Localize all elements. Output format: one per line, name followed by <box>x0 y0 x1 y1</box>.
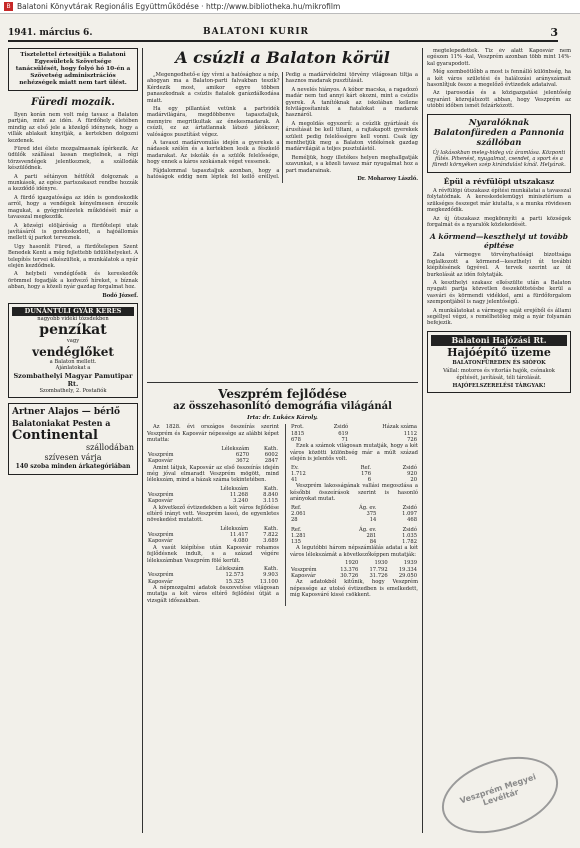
table-row: 135 84 1.782 <box>291 539 417 546</box>
table-row: Veszprém 12.573 9.903 <box>148 572 278 579</box>
hajozasi-ad-text: Vállal: motoros és vitorlás hajók, csónakok építését, javítását, téli tárolását. <box>443 368 555 381</box>
artner-ad-line4: 140 szoba minden árkategóriában <box>15 463 131 470</box>
table-row: Veszprém 11.417 7.822 <box>148 532 278 539</box>
csuzli-paragraph: A nevelés hiányos. A kóbor macska, a ragadozó madár nem tud annyi kárt okozni, mint a csúzlis gyerek. A tanítóknak az iskolában kellene felvilágosítaniuk a fiatalokat a madarak hasznáról. <box>285 86 418 119</box>
nyaralo-ad-text: Új lakásokban meleg-hideg víz áramlása. Központi fűtés. Pihenést, nyugalmat, csendet, a sport és a füredi környéken szép kirándulást kínál. Helyárak. <box>432 149 566 169</box>
census-table-5 <box>290 560 418 579</box>
fured-byline: Bodó József. <box>102 292 138 299</box>
csuzli-title: A csúzli a Balaton körül <box>175 48 390 67</box>
census-table-3 <box>147 526 279 545</box>
masthead <box>8 26 558 42</box>
veszprem-paragraph: Veszprém lakosságának vallási megoszlása a későbbi összeírások szerint is hasonló arányokat mutat. <box>290 483 418 503</box>
notice-text: Tisztelettel értesítjük a Balatoni Egyesületek Szövetsége tanácsülését, hogy folyó hó 10-én a Szövetség adminisztrációs nehézségek miatt nem tart ülést. <box>15 52 131 86</box>
artner-ad-line2: szállodában <box>86 443 134 452</box>
newspaper-title: BALATONI KURIR <box>203 27 310 37</box>
left-column <box>8 48 138 833</box>
fured-paragraph: Ilyen korán nem volt még tavasz a Balaton partján, mint az idén. A fürdőhely életében mindig az első jele a közelgő idénynek, hogy a villák ablakait kinyitják, a kertekben dolgozni kezdenek. <box>8 112 138 144</box>
table-header-row: Lélekszám Kath. <box>220 485 278 492</box>
csuzli-paragraph: A tavaszi madárvonulás idején a gyerekek a nádasok szélén és a kertekben lesik a fészkelő madarakat. Az iskolák és a szülők felelőssége, hogy ennek a káros szokásnak véget vessenek. <box>147 140 280 166</box>
hajozasi-ad-big: Hajóépítő üzeme <box>447 345 551 359</box>
table-row: Kaposvár 3672 2847 <box>148 458 278 465</box>
csuzli-body <box>147 72 418 183</box>
table-header-row: 1920 1930 1939 <box>345 560 417 567</box>
column-divider <box>142 48 143 833</box>
dunantul-ad-address-lead: Ajánlatokat a <box>55 365 91 372</box>
archive-stamp-text: Veszprém Megyei Levéltár <box>458 772 538 808</box>
table-row: 28 14 468 <box>291 517 417 524</box>
table-header-row: Ev. Ref. Zsidó <box>291 464 417 471</box>
veszprem-paragraph: A következő évtizedekben a két város fejlődése eltérő irányt vett. Veszprém lassú, de egyenletes növekedést mutatott. <box>147 504 279 524</box>
table-header-row: Ref. Ág. ev. Zsidó <box>291 504 417 511</box>
table-header-row: Lélekszám Kath. <box>220 525 278 532</box>
dunantul-ad-big2: vendéglőket <box>32 344 114 359</box>
table-row: 1.712 176 920 <box>291 470 417 477</box>
veszprem-paragraph: A legutóbbi három népszámlálás adatai a két város lélekszámát a következőképpen mutatják: <box>290 545 418 558</box>
hajozasi-ad-title: Balatoni Hajózási Rt. <box>431 335 567 346</box>
fured-paragraph: A fürdő igazgatósága az idén is gondoskodik arról, hogy a vendégek kényelmesen érezzék magukat, a gyógyintézetek működését már a tavasszal megkezdik. <box>8 194 138 221</box>
veszprem-subtitle: az összehasonlító demográfia világánál <box>173 401 392 412</box>
csuzli-paragraph: Ha egy pillantást vetünk a partvidék madárvilágára, megdöbbenve tapasztaljuk, mennyire megritkultak az énekesmadarak. A csúzli, ez az ártatlannak látszó játékszer, valóságos pusztítást végez. <box>147 106 280 138</box>
census-table-2 <box>147 486 279 505</box>
fured-paragraph: Ugy hasonlít Füred, a fürdőtelepen Szent Benedek Kenti a még fejlettebb üdülőhelyeket. A telepítés tervei elkészültek, a munkálatok a nyár elején kezdődnek. <box>8 243 138 269</box>
csuzli-paragraph: Reméljük, hogy illetékes helyen meghallgatják szavunkat, s a közeli tavasz már nyugalmat hoz a part madarainak. <box>285 154 418 174</box>
csuzli-byline: Dr. Moharosy László. <box>357 176 418 183</box>
artner-ad-hotel: Continental <box>12 428 98 443</box>
table-row: Kaposvár 3.240 3.115 <box>148 498 278 505</box>
right-paragraph: Az iparosodás és a közigazgatási jelentőség egyaránt közrejátszott abban, hogy Veszprém az utóbbi időben ismét felzárkózott. <box>427 90 571 110</box>
veszprem-byline: Irta: dr. Lukács Károly. <box>247 415 318 421</box>
table-row: Veszprém 13.376 17.792 19.334 <box>291 566 417 573</box>
veszprem-paragraph: Amint látjuk, Kaposvár az első összeírás idején még jóval elmaradt Veszprém mögött, mind lélekszám, mind a házak száma tekintetében. <box>147 464 279 484</box>
fured-paragraph: A parti sétányon hétfőtől dolgoznak a munkások, az egész partszakaszt rendbe hozzák a kezdődő idényre. <box>8 173 138 193</box>
table-header-row: Ref. Ág. ev. Zsidó <box>291 526 417 533</box>
fured-paragraph: A helybeli vendéglősök és kereskedők örömmel fogadják a kedvező híreket, s bíznak abban, hogy a közeli nyár gazdag forgalmat hoz. <box>8 271 138 291</box>
fured-title: Füredi mozaik. <box>31 97 115 108</box>
csuzli-paragraph: Fájdalommal tapasztaljuk azonban, hogy a hatóságok eddig nem léptek fel kellő eréllyel. Pedig a madárvédelmi törvény világosan tiltja a hasznos madarak pusztítását. <box>147 72 418 181</box>
dunantul-ad-city: Szombathely, 2. Postafiók <box>39 387 107 394</box>
issue-date: 1941. március 6. <box>8 28 93 38</box>
census-table-1-cont <box>290 424 418 443</box>
epul-title: Épül a révfülöpi utszakasz <box>443 176 555 186</box>
table-row: 678 71 726 <box>291 437 417 443</box>
table-row: Kaposvár 30.726 31.726 29.050 <box>291 572 417 579</box>
veszprem-paragraph: Ezek a számok világosan mutatják, hogy a két város közötti különbség már a múlt század elején is jelentős volt. <box>290 443 418 463</box>
table-row: 2.061 375 1.097 <box>291 510 417 517</box>
notice-box <box>8 48 138 91</box>
veszprem-paragraph: Az adatokból kitűnik, hogy Veszprém népessége az utolsó évtizedben is emelkedett, míg Kaposváré kissé csökkent. <box>290 579 418 598</box>
artner-ad <box>8 403 138 475</box>
right-paragraph: Az új útszakasz megkönnyíti a parti községek forgalmát és a nyaralók közlekedését. <box>427 215 571 228</box>
table-row: 1815 619 1112 <box>291 430 417 437</box>
table-row: 41 6 20 <box>291 477 417 484</box>
hajozasi-ad <box>427 331 571 394</box>
hajozasi-ad-place: BALATONFÜREDEN ÉS SIÓFOK <box>452 359 546 366</box>
dunantul-ad-big1: penzíkat <box>39 322 107 339</box>
table-row: Veszprém 11.268 8.840 <box>148 492 278 499</box>
dunantul-ad-title: DUNÁNTÚLI GYÁR KERES <box>12 307 134 316</box>
table-row: Veszprém 6270 6002 <box>148 451 278 458</box>
dunantul-ad <box>8 303 138 398</box>
kormend-title: A körmend—keszthelyi ut tovább épitése <box>430 232 568 251</box>
library-url[interactable]: Balatoni Könyvtárak Regionális Együttműködése · http://www.bibliotheka.hu/mikrofilm <box>17 2 341 11</box>
table-row: Kaposvár 15.325 13.100 <box>148 578 278 585</box>
right-paragraph: A révfülöpi útszakasz építési munkálatai a tavasszal folytatódnak. A kereskedelemügyi minisztérium a szükséges összeget már kiutalta, s a munka rövidesen megkezdődik. <box>427 187 571 214</box>
artner-ad-line3: szívesen várja <box>44 453 102 462</box>
library-header-bar <box>0 0 580 14</box>
right-paragraph: A munkálatokat a vármegye saját erejéből és állami segéllyel végzi, s remélhetőleg még a nyár folyamán befejezik. <box>427 307 571 327</box>
csuzli-article <box>147 48 418 378</box>
page-number: 3 <box>550 26 558 39</box>
column-divider <box>422 48 423 833</box>
fured-paragraph: Füred idei élete mozgalmasnak ígérkezik. Az üdülők szállásai lassan megtelnek, a régi törzsvendégek jelentkeznek, a szállodák készülődnek. <box>8 146 138 172</box>
veszprem-paragraph: A népmozgalmi adatok összevetése világosan mutatja a két város eltérő fejlődési útját a vizsgált időszakban. <box>147 584 279 604</box>
right-paragraph: A keszthelyi szakasz elkészülte után a Balaton nyugati partja közvetlen összeköttetésbe kerül a vasvári és körmendi vidékkel, ami a fürdőforgalom szempontjából is nagy jelentőségű. <box>427 279 571 306</box>
veszprem-subcolumn-left <box>147 424 279 606</box>
veszprem-article <box>147 387 418 833</box>
dunantul-ad-line1: nagyobb vidéki tőzsdekben <box>37 315 109 322</box>
right-paragraph: Még szembeötlőbb a most is fennálló különbség, ha a két város születési és halálozási arányszámait hasonlítjuk össze a megelőző évtizedek adataival. <box>427 69 571 89</box>
veszprem-paragraph: A vasút kiépítése után Kaposvár rohamos fejlődésnek indult, s a század végére lélekszámban Veszprém fölé került. <box>147 544 279 564</box>
csuzli-paragraph: „Megengedhető-e így vívni a hatósághoz a nép, ahogyan ma a Balaton-parti falvakban teszik? Kérdezik most, amikor egyre többen panaszkodnak a csúzlis fiatalok garázdálkodása miatt. <box>147 72 280 104</box>
library-logo-icon: B <box>4 2 13 11</box>
artner-ad-name: Artner Alajos — bérlő <box>12 407 121 417</box>
veszprem-paragraph: Az 1828. évi országos összeírás szerint Veszprém és Kaposvár népessége az alábbi képet mutatta: <box>147 424 279 444</box>
csuzli-paragraph: A megoldás egyszerű: a csúzlik gyártását és árusítását be kell tiltani, a rajtakapott gyerekek szüleit pedig felelősségre kell vonni. Csak így menthetjük meg a Balaton vidékének gazdag madárvilágát a teljes pusztulástól. <box>285 120 418 153</box>
table-header-row: Lélekszám Kath. <box>215 565 278 572</box>
nyaralo-ad-title: Nyaralóknak Balatonfüreden a Pannonia szállóban <box>433 117 565 148</box>
census-table-3-cont <box>290 505 418 524</box>
census-table-2-cont <box>290 465 418 484</box>
right-paragraph: megtelepedettek. Tiz év alatt Kaposvár nem egészen 11% -kal, Veszprém azonban több mint 14%-kal gyarapodott. <box>427 48 571 67</box>
table-header-row: Lélekszám Kath. <box>221 445 278 452</box>
table-row: Kaposvár 4.080 3.689 <box>148 538 278 545</box>
dunantul-ad-company: Szombathelyi Magyar Pamutipar Rt. <box>13 371 133 388</box>
right-paragraph: Zala vármegye törvényhatósági bizottsága foglalkozott a körmend—keszthelyi út további kiépítésének ügyével. A tervek szerint az út burkolását az idén folytatják. <box>427 252 571 278</box>
hajozasi-ad-line: HAJÓFELSZERELÉSI TÁRGYAK! <box>452 383 546 389</box>
section-rule <box>147 382 418 383</box>
right-column <box>427 48 571 833</box>
table-header-row: Prot. Zsidó Házak száma <box>291 424 417 431</box>
veszprem-title: Veszprém fejlődése <box>218 387 347 401</box>
fured-paragraph: A községi elöljáróság a fürdőtelepi utak javításáról is gondoskodott, a hajóállomás mellett új parkot terveznek. <box>8 222 138 242</box>
nyaralo-ad <box>427 114 571 173</box>
census-table-4 <box>147 566 279 585</box>
artner-ad-line1: Balatoniakat Pesten a <box>12 418 111 428</box>
veszprem-subcolumn-right <box>285 424 418 606</box>
dunantul-ad-vagy: vagy <box>66 338 80 345</box>
census-table-4-cont <box>290 527 418 546</box>
census-table-1 <box>147 446 279 465</box>
dunantul-ad-line2: a Balaton mellett. <box>49 358 97 365</box>
table-row: 1.281 281 1.035 <box>291 532 417 539</box>
